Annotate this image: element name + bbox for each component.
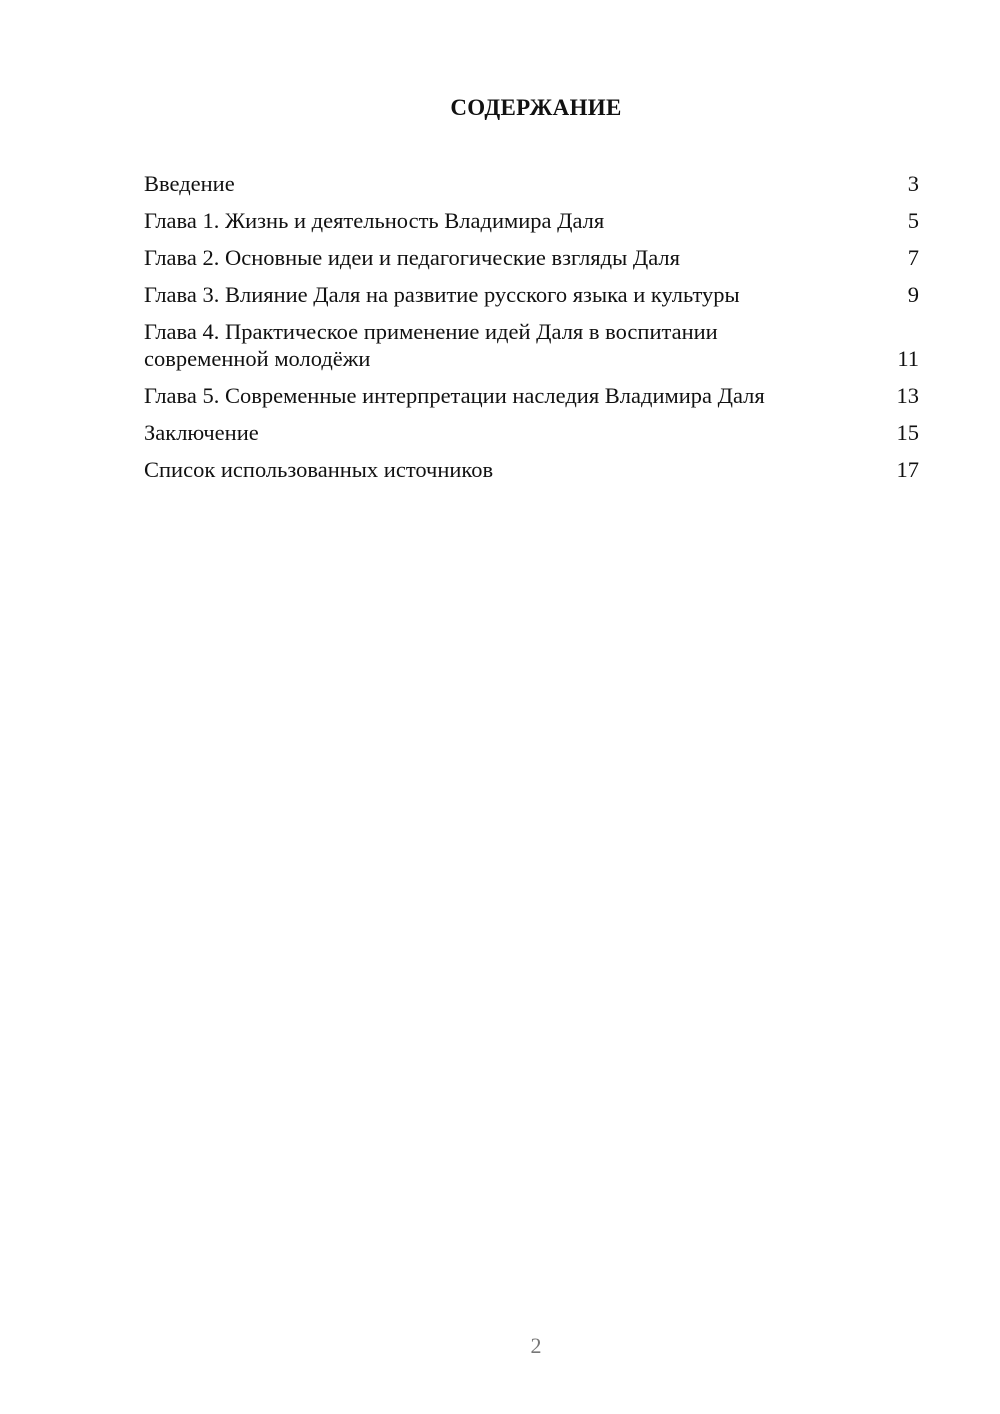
toc-entry-conclusion[interactable]: [144, 419, 919, 446]
page-number: 2: [530, 1333, 542, 1358]
toc-entry-page: 17: [896, 457, 919, 482]
toc-entry-page: 11: [897, 346, 919, 371]
toc-entry-references[interactable]: [144, 456, 919, 483]
toc-entry-introduction[interactable]: [144, 170, 919, 197]
toc-entry-page: 5: [907, 208, 919, 233]
toc-entry-page: 13: [896, 383, 919, 408]
toc-entry-page: 15: [896, 420, 919, 445]
toc-entry-chapter-5[interactable]: [144, 382, 919, 409]
toc-entry-page: 3: [907, 171, 919, 196]
toc-entry-page: 9: [907, 282, 919, 307]
toc-entry-label: Глава 1. Жизнь и деятельность Владимира Даля: [144, 208, 605, 233]
toc-entry-label: Глава 4. Практическое применение идей Даля в воспитании современной молодёжи: [144, 319, 718, 371]
toc-entry-label: Глава 3. Влияние Даля на развитие русского языка и культуры: [144, 282, 740, 307]
page-title: СОДЕРЖАНИЕ: [450, 95, 622, 120]
table-of-contents: [144, 170, 919, 493]
toc-entry-label: Глава 2. Основные идеи и педагогические взгляды Даля: [144, 245, 680, 270]
toc-entry-label: Заключение: [144, 420, 259, 445]
toc-entry-label: Введение: [144, 171, 235, 196]
toc-entry-chapter-2[interactable]: [144, 244, 919, 271]
toc-entry-page: 7: [907, 245, 919, 270]
toc-entry-label: Список использованных источников: [144, 457, 494, 482]
toc-entry-chapter-4[interactable]: [144, 318, 919, 372]
toc-entry-label: Глава 5. Современные интерпретации наследия Владимира Даля: [144, 383, 765, 408]
toc-entry-chapter-3[interactable]: [144, 281, 919, 308]
toc-entry-chapter-1[interactable]: [144, 207, 919, 234]
